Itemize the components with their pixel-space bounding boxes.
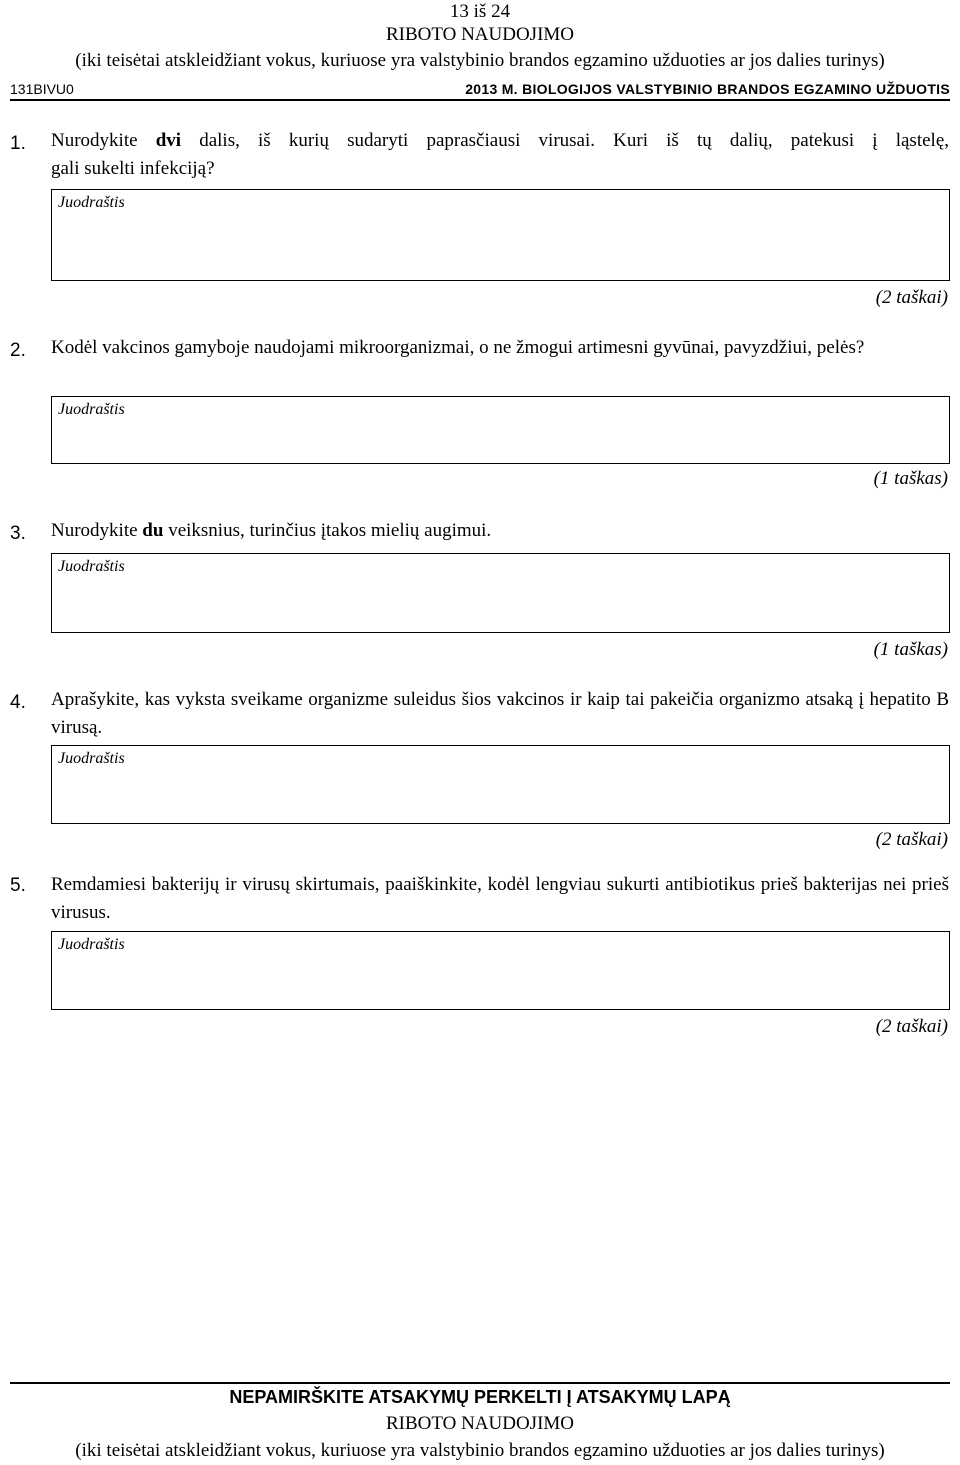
question-1-text-before: Nurodykite	[51, 130, 156, 151]
question-1-emphasis: dvi	[155, 130, 182, 151]
question-2-draft-label: Juodraštis	[58, 401, 125, 418]
footer-restricted-use-label: RIBOTO NAUDOJIMO	[385, 1413, 575, 1434]
transfer-answers-reminder: NEPAMIRŠKITE ATSAKYMŲ PERKELTI Į ATSAKYMŲ LAPĄ	[229, 1387, 731, 1407]
question-4-number: 4.	[10, 692, 26, 713]
question-4-draft-box[interactable]	[51, 745, 950, 824]
footer-restricted-use-note: (iki teisėtai atskleidžiant vokus, kuriuose yra valstybinio brandos egzamino užduoties ar jos dalies turinys)	[75, 1440, 885, 1461]
question-5-draft-box[interactable]	[51, 931, 950, 1010]
question-3-text-before: Nurodykite	[51, 520, 143, 541]
question-2-draft-box[interactable]	[51, 396, 950, 464]
question-4-draft-label: Juodraštis	[58, 750, 125, 767]
question-4-points: (2 taškai)	[875, 829, 948, 850]
question-3-number: 3.	[10, 523, 26, 544]
question-5-text: Remdamiesi bakterijų ir virusų skirtumais, paaiškinkite, kodėl lengviau sukurti antibiotikus prieš bakterijas nei prieš virusus.	[51, 874, 949, 923]
page-number: 13 iš 24	[449, 1, 511, 22]
question-1-points: (2 taškai)	[875, 287, 948, 308]
question-3-emphasis: du	[142, 520, 164, 541]
question-2-text: Kodėl vakcinos gamyboje naudojami mikroorganizmai, o ne žmogui artimesni gyvūnai, pavyzdžiui, pelės?	[51, 337, 865, 358]
question-1-draft-box[interactable]	[51, 189, 950, 281]
question-3-draft-box[interactable]	[51, 553, 950, 633]
question-2-number: 2.	[10, 340, 26, 361]
question-1-text-line-2: gali sukelti infekciją?	[51, 158, 215, 179]
question-1-text-after: dalis, iš kurių sudaryti paprasčiausi virusai. Kuri iš tų dalių, patekusi į ląstelę,	[181, 130, 949, 151]
exam-title: 2013 M. BIOLOGIJOS VALSTYBINIO BRANDOS EGZAMINO UŽDUOTIS	[465, 81, 950, 97]
question-4-text: Aprašykite, kas vyksta sveikame organizme suleidus šios vakcinos ir kaip tai pakeičia organizmo atsaką į hepatito B virusą.	[51, 689, 949, 738]
question-5-points: (2 taškai)	[875, 1016, 948, 1037]
header-divider	[10, 99, 950, 101]
question-3-points: (1 taškas)	[873, 639, 948, 660]
exam-code: 131BIVU0	[10, 81, 74, 97]
question-5-number: 5.	[10, 875, 26, 896]
question-1-draft-label: Juodraštis	[58, 194, 125, 211]
restricted-use-note: (iki teisėtai atskleidžiant vokus, kuriuose yra valstybinio brandos egzamino užduoties ar jos dalies turinys)	[75, 50, 885, 71]
question-2-points: (1 taškas)	[873, 468, 948, 489]
question-3-text-after: veiksnius, turinčius įtakos mielių augimui.	[163, 520, 492, 541]
footer-divider	[10, 1382, 950, 1384]
question-1-number: 1.	[10, 133, 26, 154]
restricted-use-label: RIBOTO NAUDOJIMO	[385, 24, 575, 45]
question-3-text	[51, 517, 949, 545]
question-1-text-line-1	[51, 127, 949, 155]
question-3-draft-label: Juodraštis	[58, 558, 125, 575]
question-5-draft-label: Juodraštis	[58, 936, 125, 953]
